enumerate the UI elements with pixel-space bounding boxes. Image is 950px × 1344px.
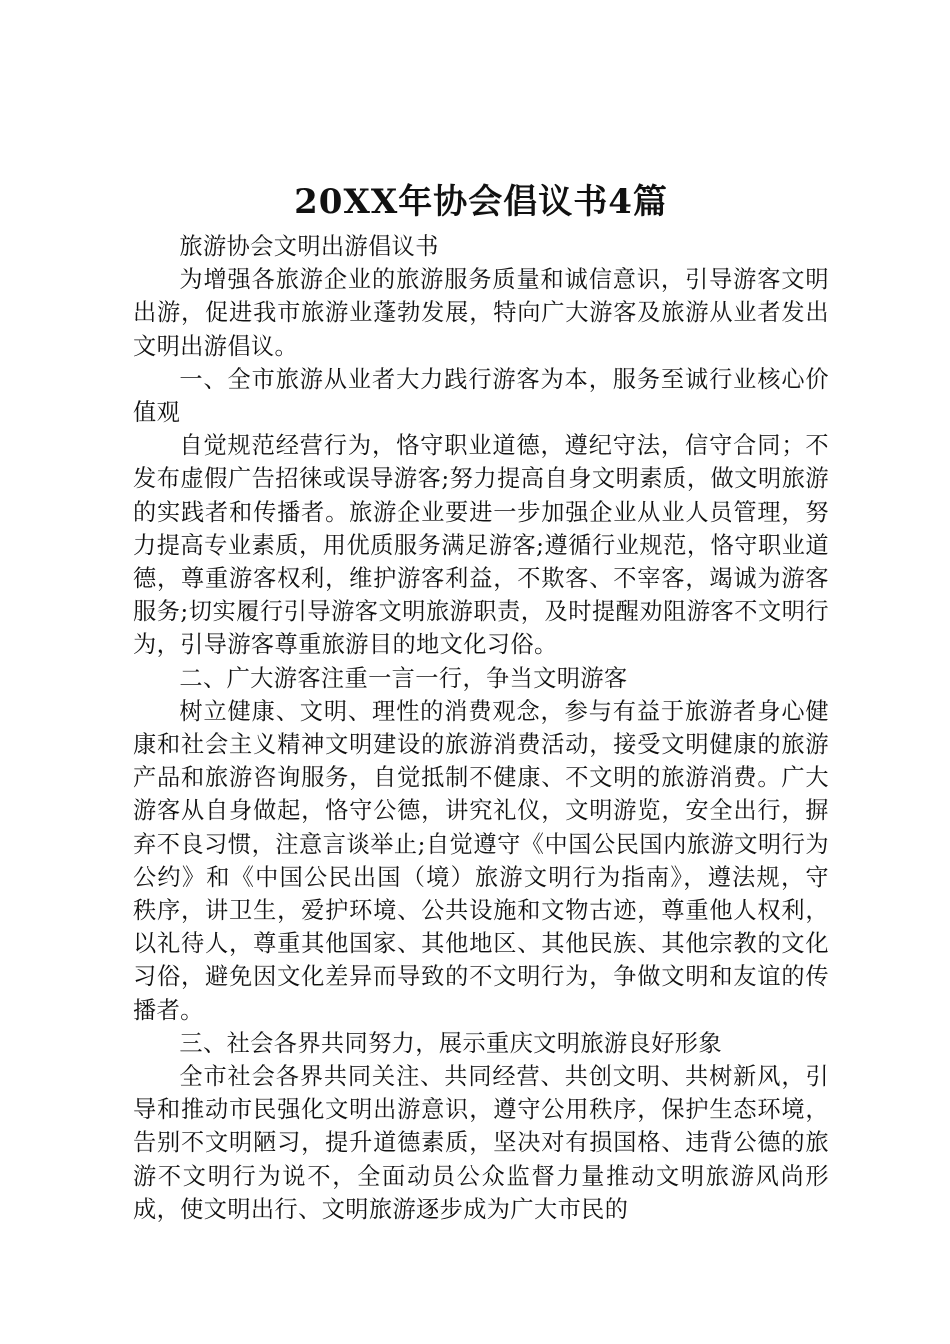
section-body-3: 全市社会各界共同关注、共同经营、共创文明、共树新风，引导和推动市民强化文明出游意识，遵守公用秩序，保护生态环境，告别不文明陋习，提升道德素质，坚决对有损国格、违背公德的旅游不文明行为说不，全面动员公众监督力量推动文明旅游风尚形成，使文明出行、文明旅游逐步成为广大市民的 bbox=[133, 1063, 829, 1223]
section-heading-3: 三、社会各界共同努力，展示重庆文明旅游良好形象 bbox=[179, 1029, 722, 1057]
paragraph-intro: 为增强各旅游企业的旅游服务质量和诚信意识，引导游客文明出游，促进我市旅游业蓬勃发展，特向广大游客及旅游从业者发出文明出游倡议。 bbox=[133, 266, 829, 360]
section-heading-2: 二、广大游客注重一言一行，争当文明游客 bbox=[179, 664, 628, 692]
paragraph-subtitle: 旅游协会文明出游倡议书 bbox=[179, 233, 439, 260]
document-page bbox=[133, 180, 829, 1226]
section-body-2: 树立健康、文明、理性的消费观念，参与有益于旅游者身心健康和社会主义精神文明建设的旅游消费活动，接受文明健康的旅游产品和旅游咨询服务，自觉抵制不健康、不文明的旅游消费。广大游客从自身做起，恪守公德，讲究礼仪，文明游览，安全出行，摒弃不良习惯，注意言谈举止;自觉遵守《中国公民国内旅游文明行为公约》和《中国公民出国（境）旅游文明行为指南》，遵法规，守秩序，讲卫生，爱护环境、公共设施和文物古迹，尊重他人权利，以礼待人，尊重其他国家、其他地区、其他民族、其他宗教的文化习俗，避免因文化差异而导致的不文明行为，争做文明和友谊的传播者。 bbox=[133, 697, 829, 1024]
section-heading-1: 一、全市旅游从业者大力践行游客为本，服务至诚行业核心价值观 bbox=[133, 365, 829, 427]
section-body-1: 自觉规范经营行为，恪守职业道德，遵纪守法，信守合同；不发布虚假广告招徕或误导游客;努力提高自身文明素质，做文明旅游的实践者和传播者。旅游企业要进一步加强企业从业人员管理，努力提高专业素质，用优质服务满足游客;遵循行业规范，恪守职业道德，尊重游客权利，维护游客利益，不欺客、不宰客，竭诚为游客服务;切实履行引导游客文明旅游职责，及时提醒劝阻游客不文明行为，引导游客尊重旅游目的地文化习俗。 bbox=[133, 432, 829, 659]
document-title: 20XX年协会倡议书4篇 bbox=[294, 182, 668, 222]
